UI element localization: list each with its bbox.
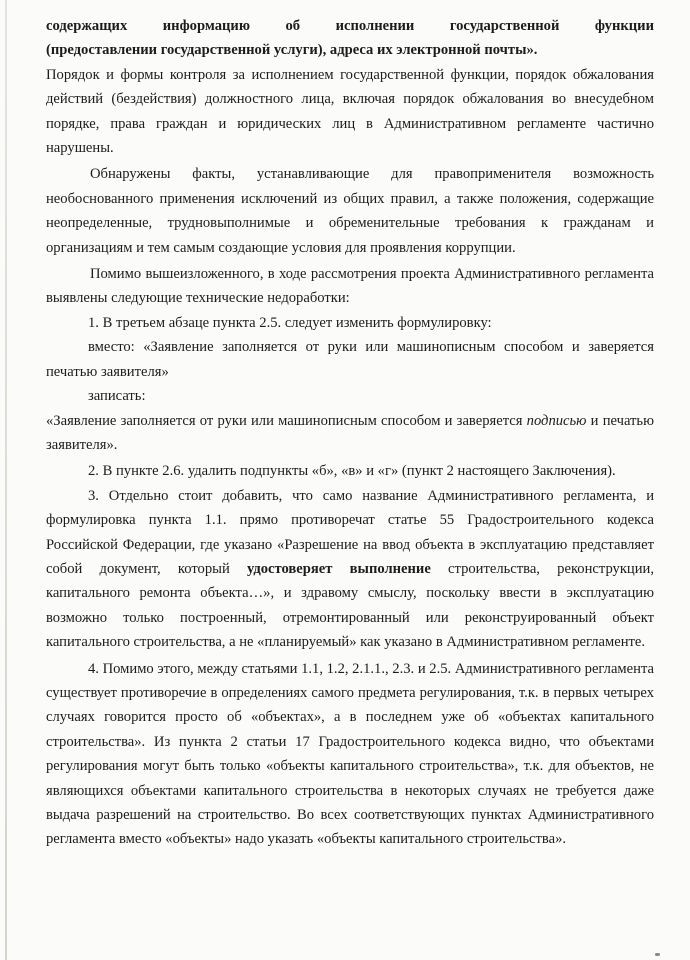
scan-edge-shadow bbox=[5, 0, 7, 960]
item-2: 2. В пункте 2.6. удалить подпункты «б», «в» и «г» (пункт 2 настоящего Заключения). bbox=[88, 463, 616, 480]
item-3 bbox=[46, 484, 654, 655]
item-1-write-label: записать: bbox=[88, 388, 146, 405]
item-4: 4. Помимо этого, между статьями 1.1, 1.2, 2.1.1., 2.3. и 2.5. Административного регламента существует противоречие в определениях самого предмета регулирования, т.к. в первых четырех случаях говорится просто об «объектах», а в последнем уже об «объектах капитального строительства». Из пункта 2 статьи 17 Градостроительного кодекса видно, что объектами регулирования могут быть только «объекты капитального строительства», т.к. для объектов, не являющихся объектами капитального строительства в некоторых случаях не требуется даже выдача разрешений на строительство. Во всех соответствующих пунктах Административного регламента вместо «объекты» надо указать «объекты капитального строительства». bbox=[46, 660, 654, 848]
scan-speck bbox=[655, 953, 660, 956]
item-1-new-text-a: «Заявление заполняется от руки или машинописным способом и заверяется bbox=[46, 412, 527, 429]
paragraph-control-forms: Порядок и формы контроля за исполнением государственной функции, порядок обжалования действий (бездействия) должностного лица, включая порядок обжалования во внесудебном порядке, права граждан и юридических лиц в Административном регламенте частично нарушены. bbox=[46, 66, 654, 157]
item-1-new-text-b: и печатью заявителя». bbox=[46, 412, 654, 453]
paragraph-technical-issues: Помимо вышеизложенного, в ходе рассмотрения проекта Административного регламента выявлены следующие технические недоработки: bbox=[46, 266, 654, 307]
item-1-new-text-emphasis: подписью bbox=[526, 412, 587, 429]
item-1-instead: вместо: «Заявление заполняется от руки или машинописным способом и заверяется печатью заявителя» bbox=[46, 339, 654, 380]
item-3-bold: удостоверяет выполнение bbox=[246, 560, 431, 577]
document-body bbox=[46, 14, 654, 852]
item-1-new-text bbox=[46, 409, 654, 458]
item-1: 1. В третьем абзаце пункта 2.5. следует изменить формулировку: bbox=[88, 314, 492, 331]
paragraph-0-line-2: (предоставлении государственной услуги), адреса их электронной почты». bbox=[46, 42, 538, 59]
paragraph-corruption-factors: Обнаружены факты, устанавливающие для правоприменителя возможность необоснованного применения исключений из общих правил, а также положения, содержащие неопределенные, трудновыполнимые и обременительные требования к гражданам и организациям и тем самым создающие условия для проявления коррупции. bbox=[46, 166, 654, 256]
item-3-text-b: строительства, реконструкции, капитального ремонта объекта…», и здравому смыслу, поскольку ввести в эксплуатацию возможно только построенный, отремонтированный или реконструированный объект капитального строительства, а не «планируемый» как указано в Административном регламенте. bbox=[46, 560, 655, 651]
paragraph-0-line-1: содержащих информацию об исполнении государственной функции bbox=[46, 18, 654, 34]
item-3-text-a: 3. Отдельно стоит добавить, что само название Административного регламента, и формулировка пункта 1.1. прямо противоречат статье 55 Градостроительного кодекса Российской Федерации, где указано «Разрешение на ввод объекта в эксплуатацию представляет собой документ, который bbox=[46, 487, 654, 577]
